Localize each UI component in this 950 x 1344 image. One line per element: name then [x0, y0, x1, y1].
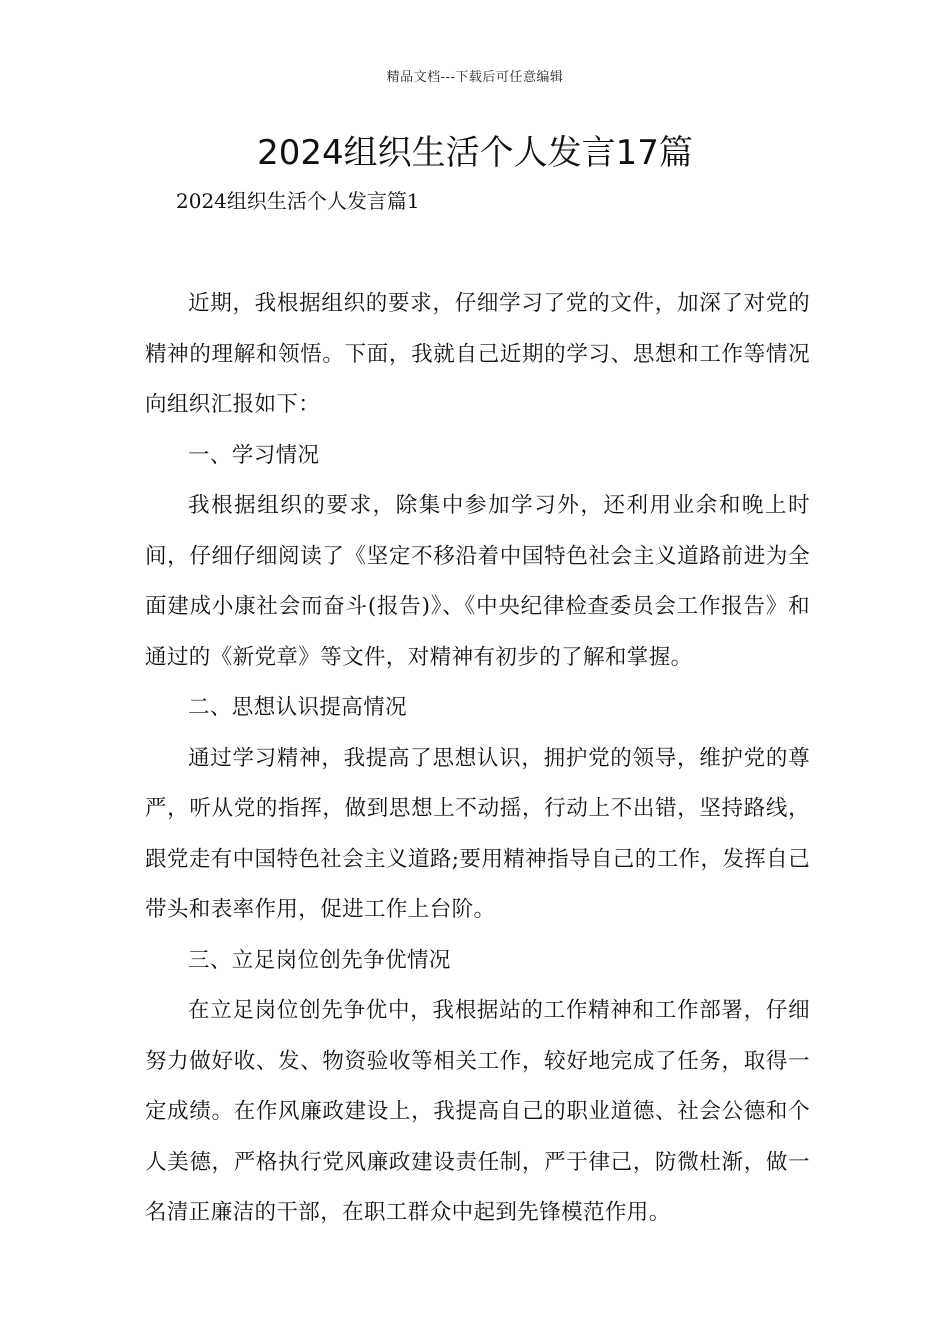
paragraph-post: 在立足岗位创先争优中，我根据站的工作精神和工作部署，仔细努力做好收、发、物资验收等相关工作，较好地完成了任务，取得一定成绩。在作风廉政建设上，我提高自己的职业道德、社会公德和个人美德，严格执行党风廉政建设责任制，严于律己，防微杜渐，做一名清正廉洁的干部，在职工群众中起到先锋模范作用。	[145, 998, 810, 1225]
subheading-post: 三、立足岗位创先争优情况	[188, 947, 451, 973]
section-heading: 2024组织生活个人发言篇1	[176, 189, 420, 213]
document-title: 2024组织生活个人发言17篇	[257, 133, 693, 173]
paragraph-intro: 近期，我根据组织的要求，仔细学习了党的文件，加深了对党的精神的理解和领悟。下面，我就自己近期的学习、思想和工作等情况向组织汇报如下：	[145, 291, 810, 417]
header-note: 精品文档---下载后可任意编辑	[386, 70, 564, 85]
paragraph-study: 我根据组织的要求，除集中参加学习外，还利用业余和晚上时间，仔细仔细阅读了《坚定不移沿着中国特色社会主义道路前进为全面建成小康社会而奋斗(报告)》、《中央纪律检查委员会工作报告》和通过的《新党章》等文件，对精神有初步的了解和掌握。	[145, 493, 810, 670]
subheading-thought: 二、思想认识提高情况	[188, 695, 408, 720]
subheading-study: 一、学习情况	[188, 442, 320, 468]
paragraph-thought: 通过学习精神，我提高了思想认识，拥护党的领导，维护党的尊严，听从党的指挥，做到思想上不动摇，行动上不出错，坚持路线，跟党走有中国特色社会主义道路;要用精神指导自己的工作，发挥自己带头和表率作用，促进工作上台阶。	[145, 745, 810, 922]
body-text	[145, 279, 810, 1239]
